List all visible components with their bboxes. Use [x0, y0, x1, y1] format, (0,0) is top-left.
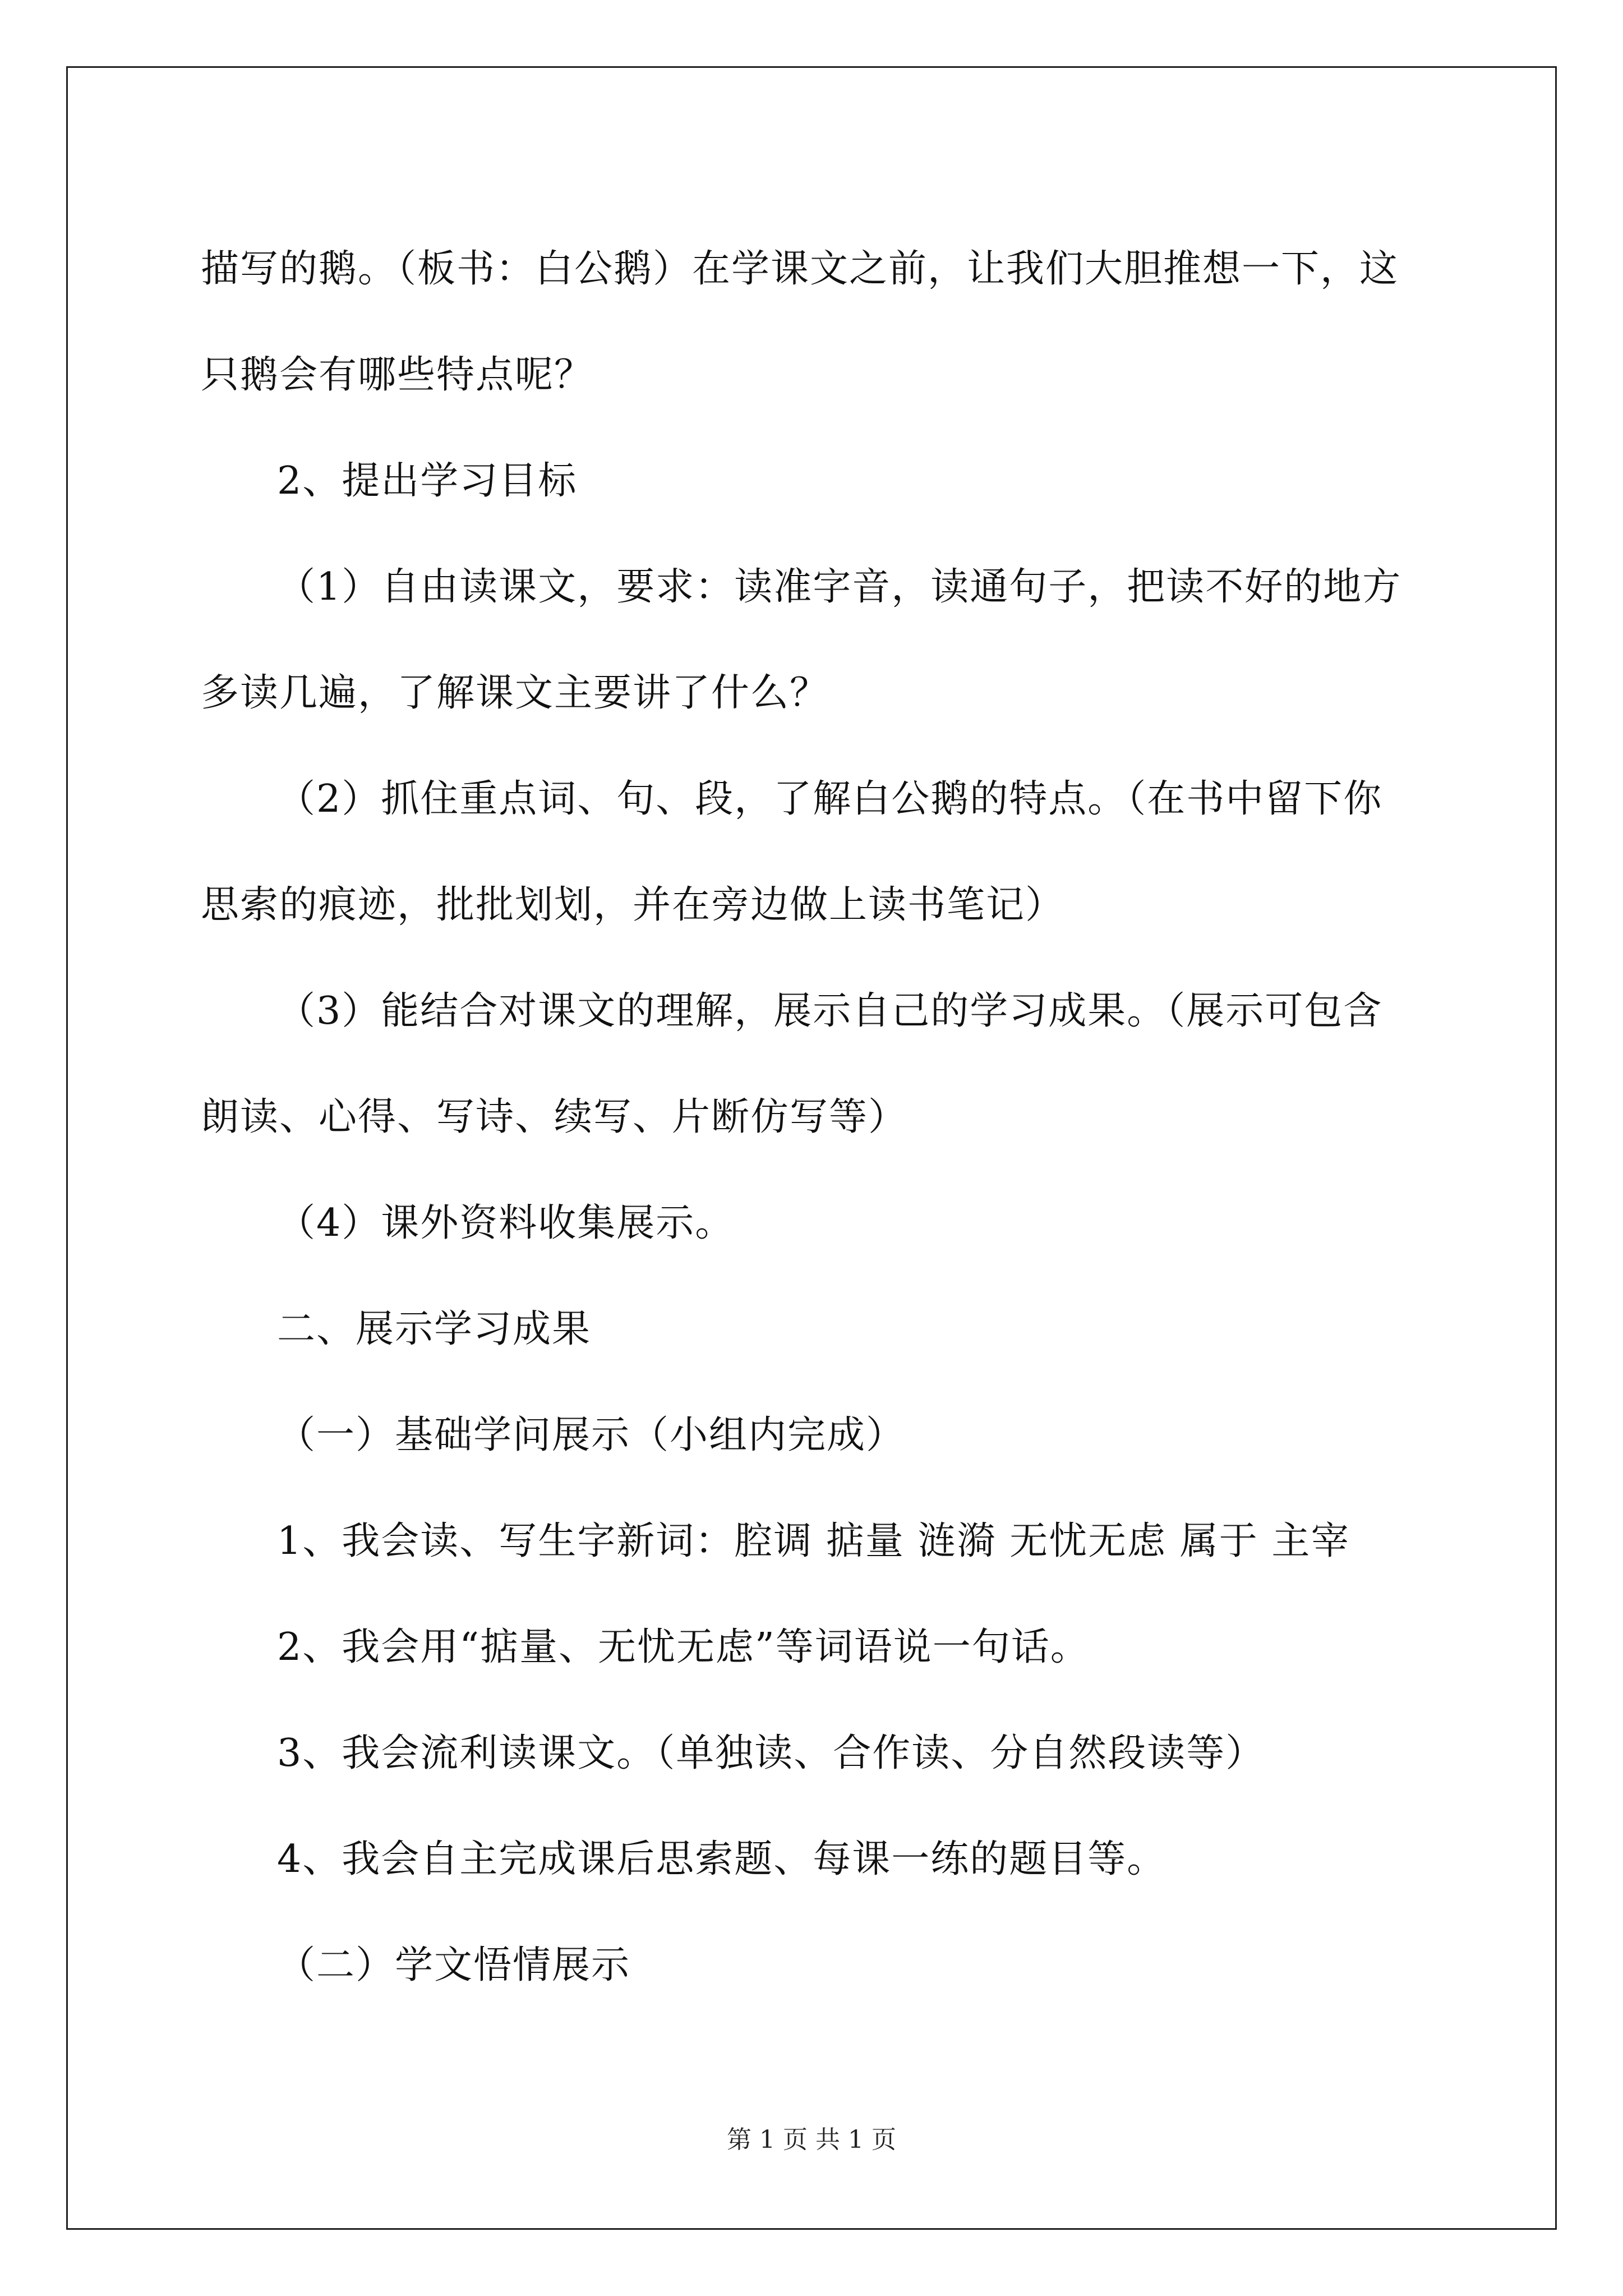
document-body [201, 216, 1429, 2018]
basics-item-4: 4、我会自主完成课后思索题、每课一练的题目等。 [277, 1837, 1166, 1881]
paragraph-line-1: 描写的鹅。（板书：白公鹅）在学课文之前，让我们大胆推想一下，这 [201, 247, 1399, 291]
basics-item-3: 3、我会流利读课文。（单独读、合作读、分自然段读等） [277, 1731, 1265, 1775]
subsection-basics: （一）基础学问展示（小组内完成） [277, 1413, 906, 1457]
goal-3-line-1: （3）能结合对课文的理解，展示自己的学习成果。（展示可包含 [277, 989, 1383, 1033]
goal-2-line-2: 思索的痕迹，批批划划，并在旁边做上读书笔记） [201, 883, 1065, 927]
goal-4: （4）课外资料收集展示。 [277, 1201, 735, 1245]
goal-1-line-2: 多读几遍，了解课文主要讲了什么？ [201, 671, 829, 715]
paragraph-line-2: 只鹅会有哪些特点呢？ [201, 353, 594, 397]
goal-3-line-2: 朗读、心得、写诗、续写、片断仿写等） [201, 1095, 908, 1139]
goal-1-line-1: （1）自由读课文，要求：读准字音，读通句子，把读不好的地方 [277, 565, 1402, 609]
subsection-reading: （二）学文悟情展示 [277, 1943, 631, 1987]
basics-item-2: 2、我会用“掂量、无忧无虑”等词语说一句话。 [277, 1625, 1090, 1669]
section-heading-goals: 2、提出学习目标 [277, 459, 578, 503]
page-footer: 第 1 页 共 1 页 [727, 2125, 896, 2154]
goal-2-line-1: （2）抓住重点词、句、段，了解白公鹅的特点。（在书中留下你 [277, 777, 1383, 821]
basics-item-1: 1、我会读、写生字新词：腔调 掂量 涟漪 无忧无虑 属于 主宰 [277, 1519, 1350, 1563]
section-heading-results: 二、展示学习成果 [277, 1307, 592, 1351]
